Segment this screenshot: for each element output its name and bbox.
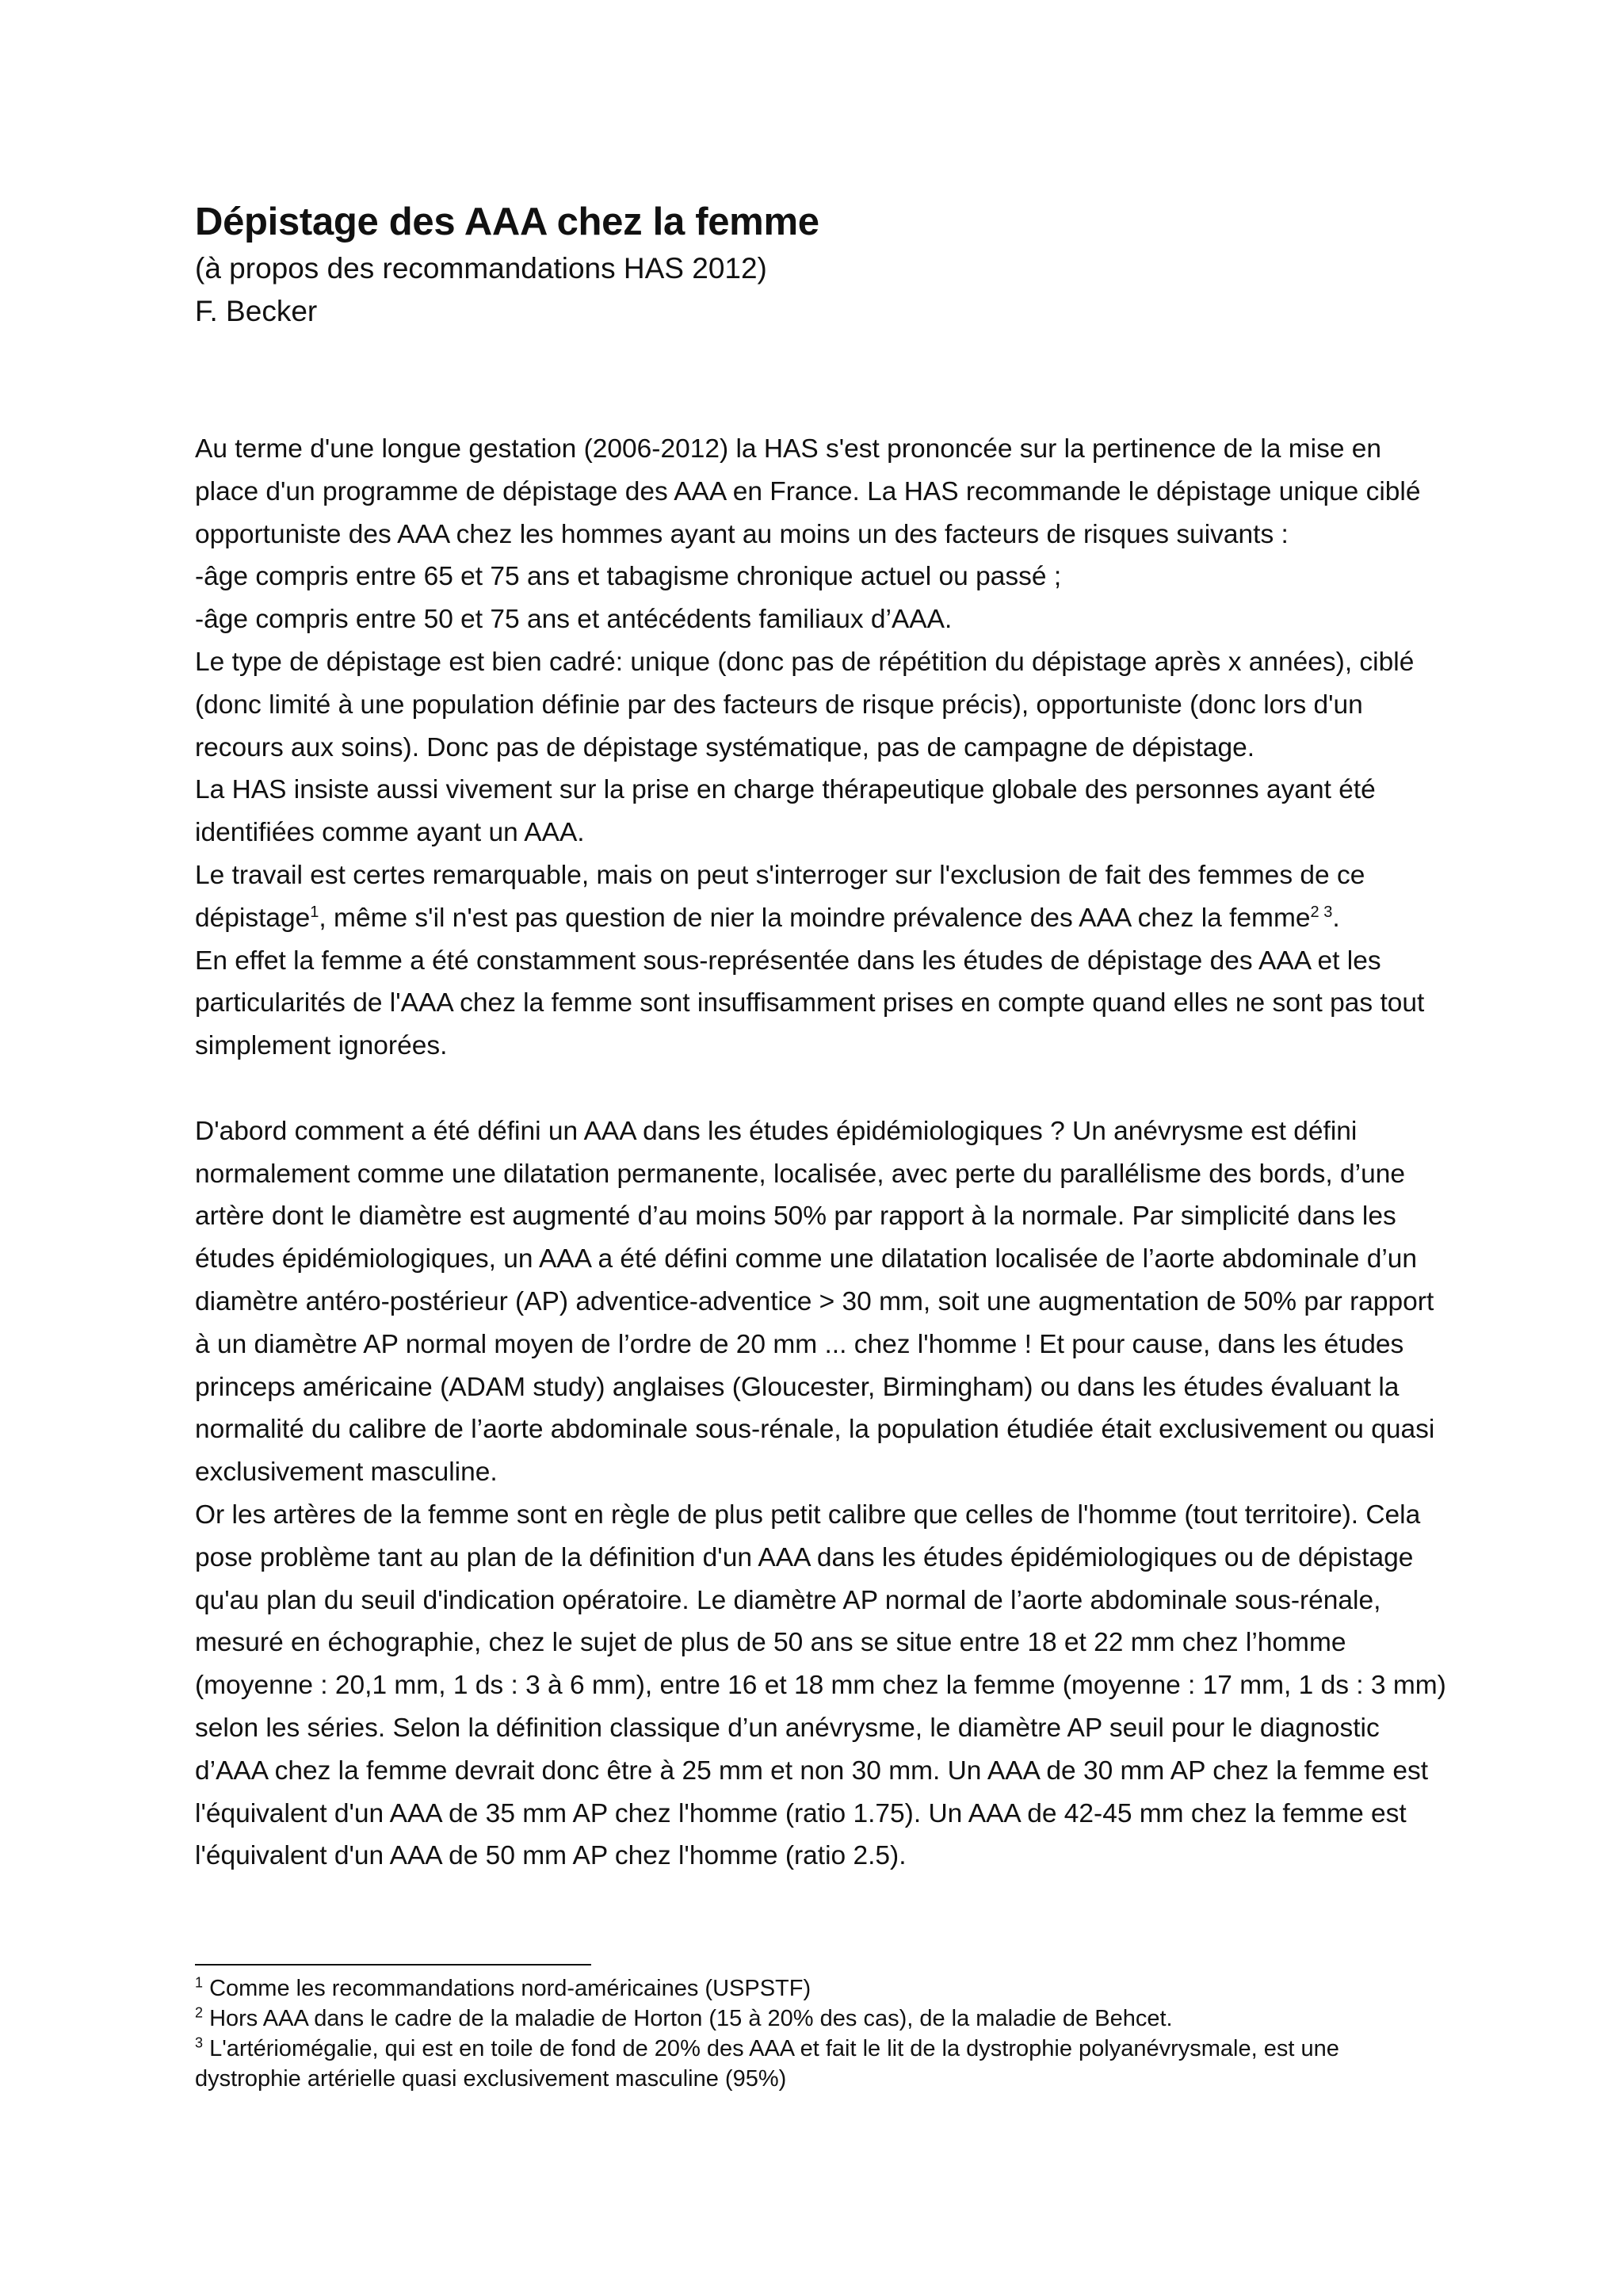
footnotes-section [195,1964,1447,2094]
document-header [195,197,1447,333]
paragraph-gap [195,1068,1447,1110]
footnote-number: 1 [195,1974,204,1991]
footnote-divider [195,1964,591,1966]
footnote-2 [195,2004,1447,2034]
page-subtitle: (à propos des recommandations HAS 2012) [195,252,767,285]
paragraph: -âge compris entre 50 et 75 ans et antécédents familiaux d’AAA. [195,605,953,635]
footnote-1 [195,1973,1447,2004]
paragraph: La HAS insiste aussi vivement sur la prise en charge thérapeutique globale des personnes ayant été identifiées comme ayant un AAA. [195,775,1376,848]
paragraph: Au terme d'une longue gestation (2006-2012) la HAS s'est prononcée sur la pertinence de la mise en place d'un programme de dépistage des AAA en France. La HAS recommande le dépistage unique ciblé opportuniste des AAA chez les hommes ayant au moins un des facteurs de risques suivants : [195,434,1421,549]
footnote-number: 3 [195,2034,204,2051]
footnote-number: 2 [195,2004,204,2021]
paragraph: Le type de dépistage est bien cadré: unique (donc pas de répétition du dépistage après x années), ciblé (donc limité à une population définie par des facteurs de risque précis), opportuniste (donc lors d'un recours aux soins). Donc pas de dépistage systématique, pas de campagne de dépistage. [195,647,1415,762]
author-name: F. Becker [195,295,318,327]
document-body [195,428,1447,1878]
footnote-text: L'artériomégalie, qui est en toile de fond de 20% des AAA et fait le lit de la dystrophie polyanévrysmale, est une dystrophie artérielle quasi exclusivement masculine (95%) [195,2036,1339,2092]
paragraph: Or les artères de la femme sont en règle de plus petit calibre que celles de l'homme (tout territoire). Cela pose problème tant au plan de la définition d'un AAA dans les études épidémiologiques ou de dépistage qu'au plan du seuil d'indication opératoire. Le diamètre AP normal de l’aorte abdominale sous-rénale, mesuré en échographie, chez le sujet de plus de 50 ans se situe entre 18 et 22 mm chez l’homme (moyenne : 20,1 mm, 1 ds : 3 à 6 mm), entre 16 et 18 mm chez la femme (moyenne : 17 mm, 1 ds : 3 mm) selon les séries. Selon la définition classique d’un anévrysme, le diamètre AP seuil pour le diagnostic d’AAA chez la femme devrait donc être à 25 mm et non 30 mm. Un AAA de 30 mm AP chez la femme est l'équivalent d'un AAA de 35 mm AP chez l'homme (ratio 1.75). Un AAA de 42-45 mm chez la femme est l'équivalent d'un AAA de 50 mm AP chez l'homme (ratio 2.5). [195,1499,1446,1871]
footnote-ref-1[interactable]: 1 [310,903,319,921]
paragraph-with-footnotes [195,854,1447,940]
paragraph-text: . [1332,903,1340,933]
paragraph: D'abord comment a été défini un AAA dans les études épidémiologiques ? Un anévrysme est défini normalement comme une dilatation permanente, localisée, avec perte du parallélisme des bords, d’une artère dont le diamètre est augmenté d’au moins 50% par rapport à la normale. Par simplicité dans les études épidémiologiques, un AAA a été défini comme une dilatation localisée de l’aorte abdominale d’un diamètre antéro-postérieur (AP) adventice-adventice > 30 mm, soit une augmentation de 50% par rapport à un diamètre AP normal moyen de l’ordre de 20 mm ... chez l'homme ! Et pour cause, dans les études princeps américaine (ADAM study) anglaises (Gloucester, Birmingham) ou dans les études évaluant la normalité du calibre de l’aorte abdominale sous-rénale, la population étudiée était exclusivement ou quasi exclusivement masculine. [195,1116,1435,1488]
footnote-text: Comme les recommandations nord-américaines (USPSTF) [203,1976,812,2001]
paragraph-text: Le travail est certes remarquable, mais on peut s'interroger sur l'exclusion de fait des femmes de ce dépistage [195,860,1365,933]
paragraph: -âge compris entre 65 et 75 ans et tabagisme chronique actuel ou passé ; [195,562,1062,592]
footnote-ref-2-3[interactable]: 2 3 [1310,903,1333,921]
footnote-text: Hors AAA dans le cadre de la maladie de Horton (15 à 20% des cas), de la maladie de Behcet. [203,2006,1173,2031]
paragraph: En effet la femme a été constamment sous-représentée dans les études de dépistage des AAA et les particularités de l'AAA chez la femme sont insuffisamment prises en compte quand elles ne sont pas tout simplement ignorées. [195,946,1425,1061]
page-title: Dépistage des AAA chez la femme [195,201,819,243]
paragraph-text: , même s'il n'est pas question de nier la moindre prévalence des AAA chez la femme [319,903,1311,933]
footnote-3 [195,2034,1447,2094]
